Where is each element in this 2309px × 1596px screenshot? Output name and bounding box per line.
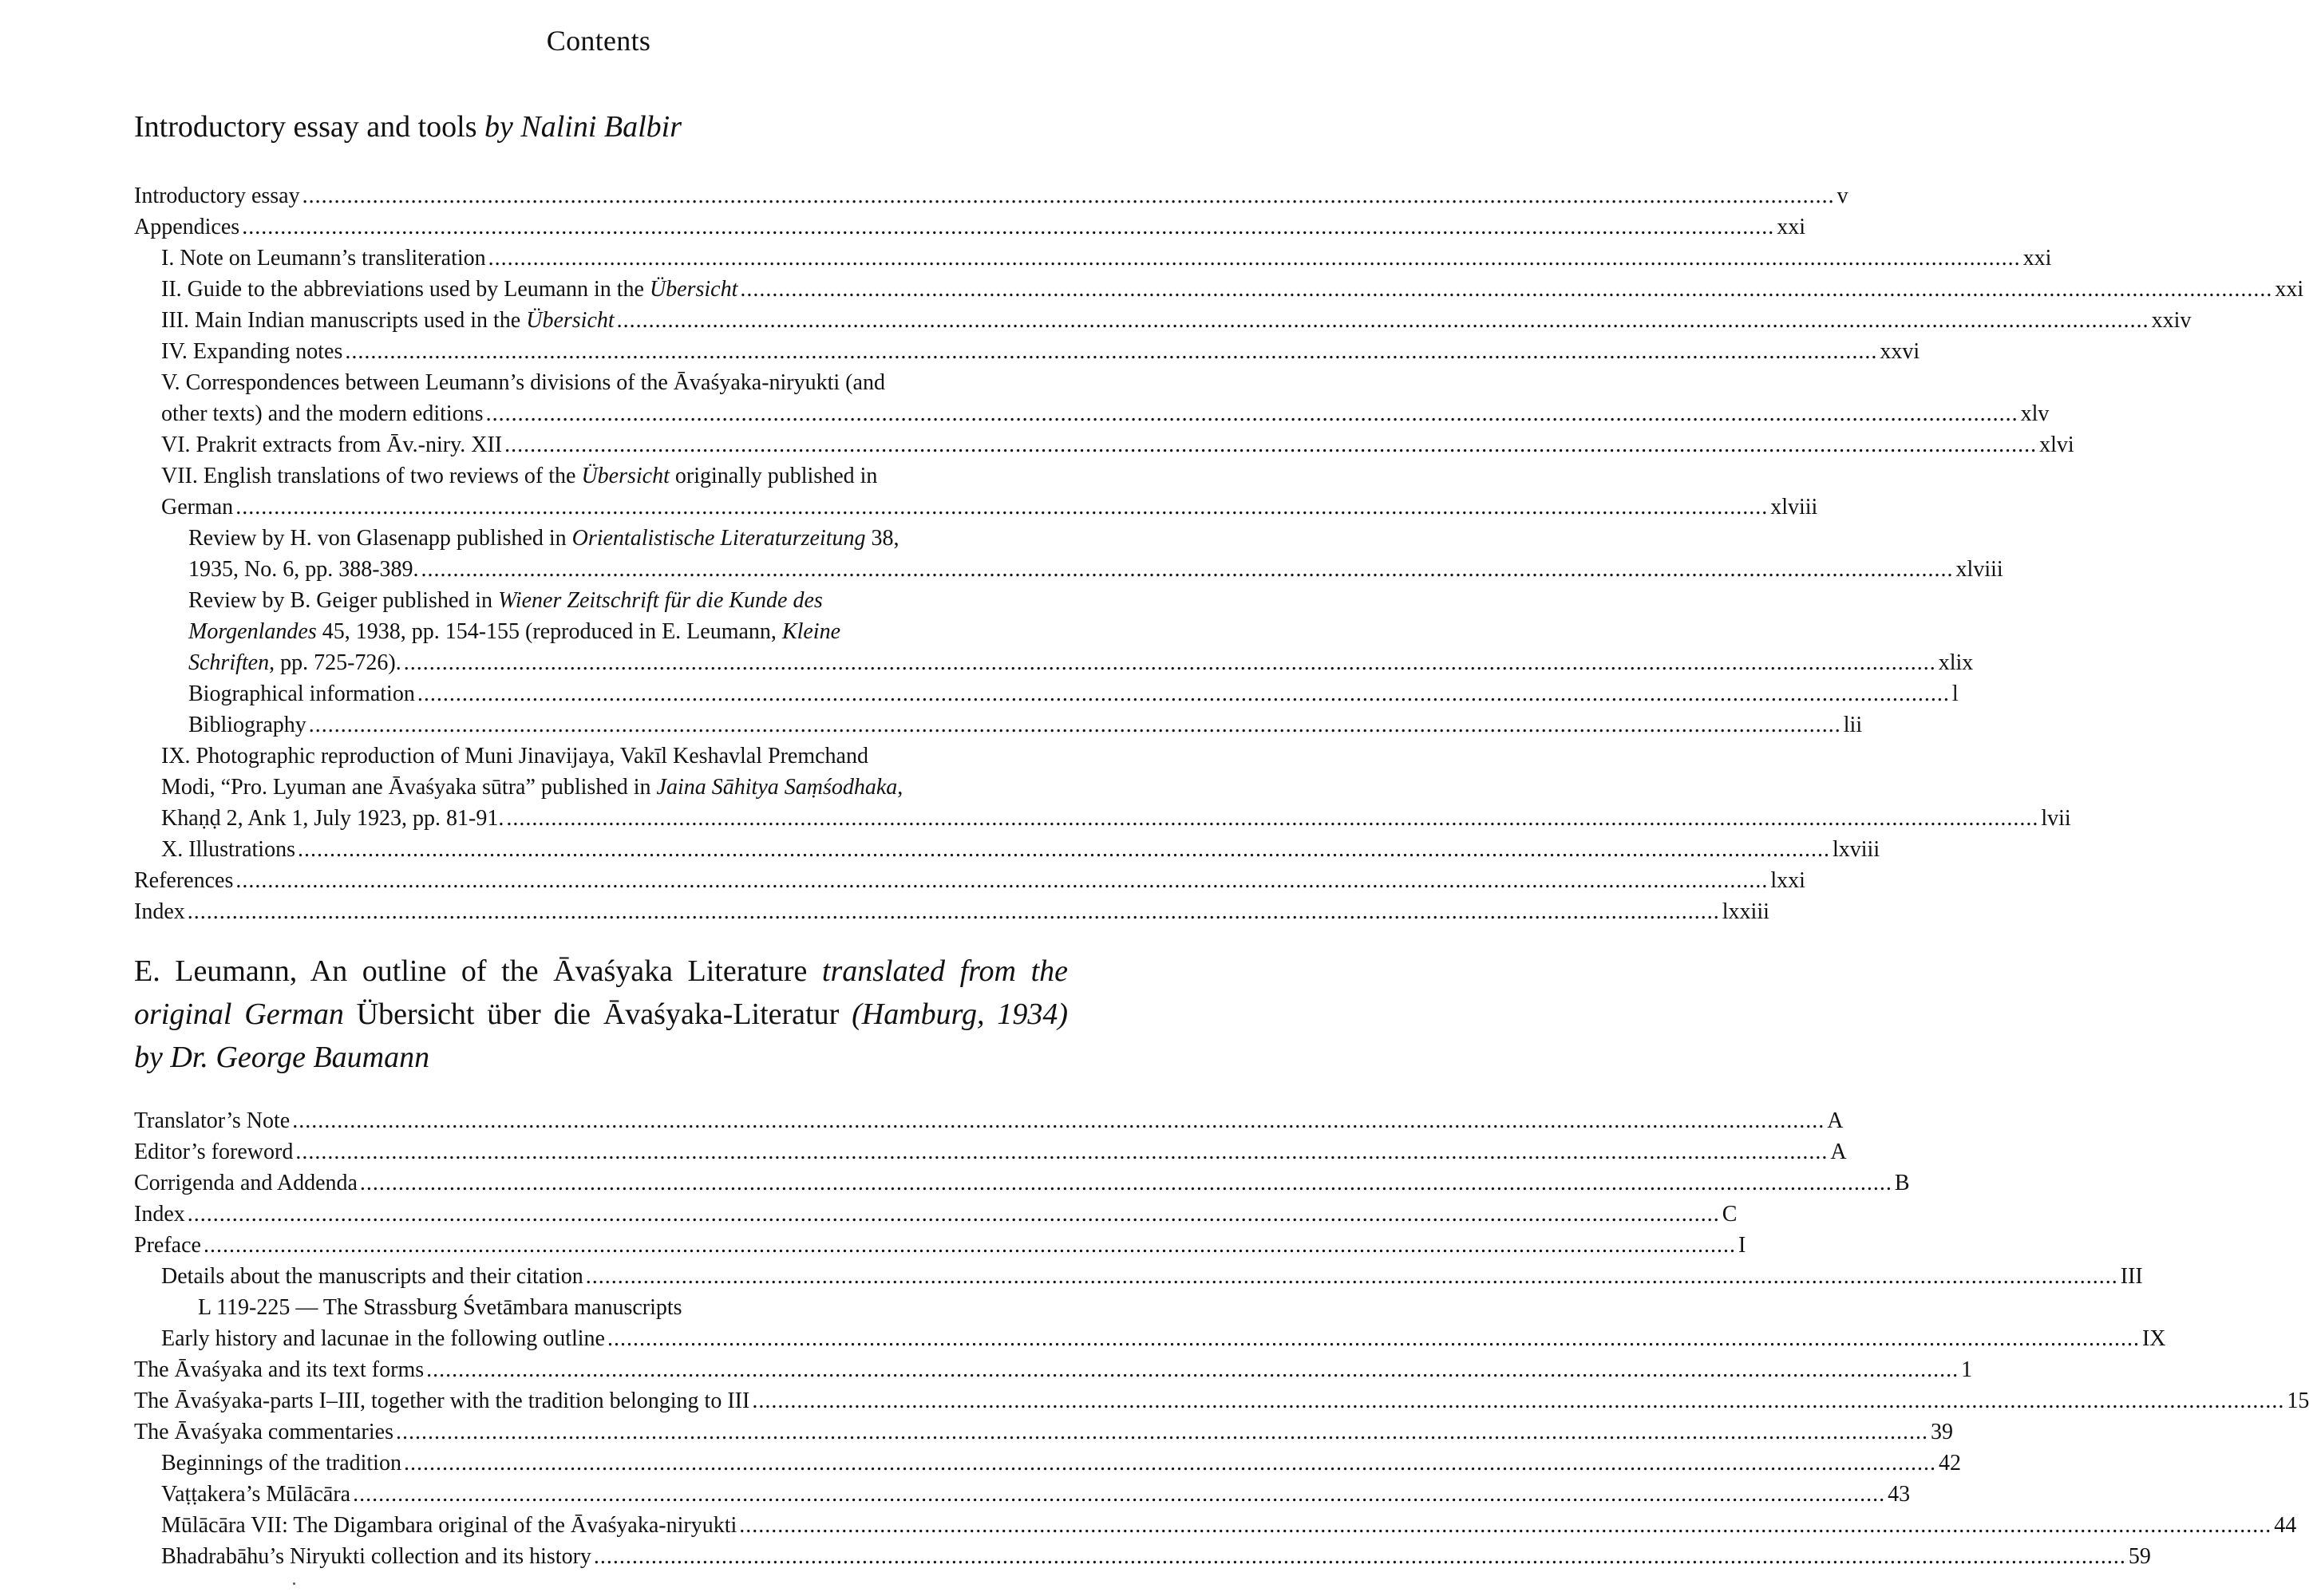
entry-page: lxxiii	[1722, 899, 1769, 924]
leader-dots	[404, 1448, 1936, 1479]
entry-page: lii	[1843, 713, 1863, 737]
toc-entry-appendix-7-line1[interactable]: VII. English translations of two reviews of the Übersicht originally published in	[161, 464, 878, 488]
leader-dots	[486, 398, 2018, 429]
leader-dots	[752, 1385, 2284, 1416]
entry-page: xlvi	[2039, 433, 2074, 457]
entry-title: German	[161, 495, 234, 519]
leader-dots	[345, 336, 1877, 367]
entry-page: C	[1722, 1202, 1738, 1227]
leader-dots	[396, 1416, 1928, 1448]
leader-dots	[302, 180, 1835, 211]
entry-page: IX	[2141, 1326, 2166, 1351]
entry-page: 44	[2274, 1513, 2297, 1538]
toc-entry-appendix-5-line1[interactable]: V. Correspondences between Leumann’s divisions of the Āvaśyaka-niryukti (and	[161, 370, 885, 395]
entry-page: lvii	[2041, 806, 2071, 831]
entry-title: III. Main Indian manuscripts used in the Übersicht	[161, 308, 615, 333]
entry-title: Index	[134, 1202, 185, 1227]
leader-dots	[188, 896, 1720, 927]
entry-page: xlviii	[1770, 495, 1818, 519]
entry-title: Mūlācāra VII: The Digambara original of the Āvaśyaka-niryukti	[161, 1513, 737, 1538]
entry-title: Bhadrabāhu’s Niryukti collection and its history	[161, 1544, 591, 1569]
entry-page: 43	[1888, 1482, 1911, 1507]
entry-page: 15	[2287, 1389, 2309, 1413]
leader-dots	[739, 1510, 2271, 1541]
toc-entry-index-2[interactable]	[134, 1199, 1738, 1230]
entry-title: The Āvaśyaka commentaries	[134, 1420, 393, 1444]
toc-entry-mulacara-vii[interactable]	[134, 1510, 2297, 1541]
leader-dots	[309, 709, 1841, 741]
entry-page: v	[1837, 184, 1848, 208]
section-heading-outline	[134, 950, 1068, 1079]
entry-page: xlviii	[1955, 557, 2003, 582]
entry-title: Beginnings of the tradition	[161, 1451, 401, 1476]
entry-title: VI. Prakrit extracts from Āv.-niry. XII	[161, 433, 503, 457]
entry-page: xxvi	[1880, 339, 1920, 364]
entry-title: Corrigenda and Addenda	[134, 1171, 358, 1195]
toc-entry-avasyaka-parts[interactable]	[134, 1385, 2309, 1416]
toc-entry-corrigenda[interactable]	[134, 1167, 1910, 1199]
toc-entry-bibliography[interactable]	[134, 709, 1863, 741]
toc-entry-translators-note[interactable]	[134, 1105, 1844, 1136]
entry-title: 1935, No. 6, pp. 388-389.	[188, 557, 419, 582]
toc-entry-appendix-9-line2[interactable]: Modi, “Pro. Lyuman ane Āvaśyaka sūtra” published in Jaina Sāhitya Saṃśodhaka,	[161, 775, 903, 800]
toc-entry-biographical[interactable]	[134, 678, 1959, 709]
entry-page: 59	[2128, 1544, 2151, 1569]
toc-entry-appendices[interactable]	[134, 211, 1805, 243]
toc-entry-appendix-1[interactable]	[134, 243, 2052, 274]
toc-entry-preface[interactable]	[134, 1230, 1746, 1261]
toc-introductory	[134, 180, 2304, 927]
toc-entry-vattakera[interactable]	[134, 1479, 1911, 1510]
entry-page: A	[1827, 1108, 1844, 1133]
entry-title: References	[134, 868, 234, 893]
heading-author: by Nalini Balbir	[484, 110, 682, 144]
entry-title: The Āvaśyaka-parts I–III, together with the tradition belonging to III	[134, 1389, 750, 1413]
entry-title: The Āvaśyaka and its text forms	[134, 1357, 425, 1382]
toc-entry-strassburg[interactable]: L 119-225 — The Strassburg Śvetāmbara manuscripts	[198, 1295, 682, 1320]
leader-dots	[295, 1136, 1828, 1167]
leader-dots	[586, 1261, 2118, 1292]
toc-entry-avasyaka-text-forms[interactable]	[134, 1354, 1973, 1385]
leader-dots	[421, 554, 1954, 585]
toc-entry-review-geiger[interactable]	[134, 647, 1974, 678]
entry-page: xxiv	[2151, 308, 2192, 333]
leader-dots	[504, 429, 2037, 460]
entry-page: l	[1951, 681, 1959, 706]
toc-entry-details-manuscripts[interactable]	[134, 1261, 2143, 1292]
toc-entry-beginnings[interactable]	[134, 1448, 1961, 1479]
entry-title: Editor’s foreword	[134, 1140, 294, 1164]
entry-page: xxi	[2022, 246, 2052, 271]
entry-title: X. Illustrations	[161, 837, 295, 862]
toc-entry-appendix-7[interactable]	[134, 492, 1818, 523]
heading-part-2: translated from the original German	[134, 954, 1068, 1031]
entry-page: 1	[1961, 1357, 1973, 1382]
entry-title: II. Guide to the abbreviations used by Leumann in the Übersicht	[161, 277, 738, 302]
entry-title: Biographical information	[188, 681, 415, 706]
heading-part-1: E. Leumann, An outline of the Āvaśyaka Literature	[134, 954, 822, 988]
leader-dots	[607, 1323, 2140, 1354]
leader-dots	[740, 274, 2272, 305]
heading-main: Introductory essay and tools	[134, 110, 485, 144]
leader-dots	[298, 834, 1830, 865]
leader-dots	[204, 1230, 1736, 1261]
leader-dots	[235, 492, 1768, 523]
entry-title: I. Note on Leumann’s transliteration	[161, 246, 486, 271]
entry-title: Details about the manuscripts and their citation	[161, 1264, 583, 1289]
toc-entry-editors-foreword[interactable]	[134, 1136, 1847, 1167]
toc-entry-review-geiger-line2[interactable]: Morgenlandes 45, 1938, pp. 154-155 (reproduced in E. Leumann, Kleine	[188, 619, 841, 644]
entry-title: Schriften, pp. 725-726).	[188, 650, 401, 675]
section-heading-introductory	[134, 105, 1068, 148]
entry-page: xxi	[1777, 215, 1805, 239]
entry-title: Appendices	[134, 215, 240, 239]
entry-title: Vaṭṭakera’s Mūlācāra	[161, 1482, 351, 1507]
toc-entry-appendix-3[interactable]	[134, 305, 2192, 336]
toc-entry-review-glasenapp-line1[interactable]: Review by H. von Glasenapp published in Orientalistische Literaturzeitung 38,	[188, 526, 899, 551]
toc-entry-references[interactable]	[134, 865, 1805, 896]
toc-entry-appendix-9-line1[interactable]: IX. Photographic reproduction of Muni Jinavijaya, Vakīl Keshavlal Premchand	[161, 744, 868, 768]
leader-dots	[360, 1167, 1892, 1199]
leader-dots	[594, 1541, 2126, 1572]
entry-page: xlix	[1938, 650, 1974, 675]
entry-page: xlv	[2020, 401, 2050, 426]
page-title: Contents	[546, 25, 651, 57]
entry-page: 39	[1930, 1420, 1953, 1444]
leader-dots	[188, 1199, 1720, 1230]
leader-dots	[417, 678, 1950, 709]
toc-entry-appendix-6[interactable]	[134, 429, 2074, 460]
toc-entry-appendix-4[interactable]	[134, 336, 1920, 367]
toc-entry-bhadrabahu[interactable]	[134, 1541, 2151, 1572]
entry-title: Preface	[134, 1233, 201, 1258]
entry-page: lxxi	[1770, 868, 1805, 893]
leader-dots	[617, 305, 2149, 336]
toc-entry-review-geiger-line1[interactable]: Review by B. Geiger published in Wiener Zeitschrift für die Kunde des	[188, 588, 823, 613]
entry-title: Translator’s Note	[134, 1108, 291, 1133]
entry-title: other texts) and the modern editions	[161, 401, 484, 426]
leader-dots	[235, 865, 1768, 896]
toc-entry-review-glasenapp[interactable]	[134, 554, 2003, 585]
toc-entry-appendix-9[interactable]	[134, 803, 2071, 834]
toc-entry-avasyaka-commentaries[interactable]	[134, 1416, 1953, 1448]
entry-title: Khaṇḍ 2, Ank 1, July 1923, pp. 81-91.	[161, 806, 504, 831]
toc-entry-introductory-essay[interactable]	[134, 180, 1848, 211]
entry-page: lxviii	[1833, 837, 1880, 862]
leader-dots	[242, 211, 1774, 243]
toc-entry-appendix-2[interactable]	[134, 274, 2304, 305]
entry-page: 42	[1938, 1451, 1961, 1476]
leader-dots	[353, 1479, 1885, 1510]
leader-dots	[292, 1105, 1825, 1136]
toc-outline	[134, 1105, 2309, 1572]
entry-title: Introductory essay	[134, 184, 300, 208]
toc-entry-index[interactable]	[134, 896, 1769, 927]
entry-title: IV. Expanding notes	[161, 339, 343, 364]
toc-entry-appendix-5[interactable]	[134, 398, 2050, 429]
leader-dots	[506, 803, 2038, 834]
entry-page: I	[1738, 1233, 1746, 1258]
entry-page: xxi	[2275, 277, 2304, 302]
toc-entry-early-history[interactable]	[134, 1323, 2166, 1354]
heading-part-3: Übersicht über die Āvaśyaka-Literatur	[343, 998, 852, 1031]
leader-dots	[404, 647, 1936, 678]
entry-page: B	[1894, 1171, 1910, 1195]
entry-page: A	[1830, 1140, 1847, 1164]
stray-mark	[293, 1582, 295, 1585]
entry-title: Bibliography	[188, 713, 306, 737]
toc-entry-appendix-10[interactable]	[134, 834, 1880, 865]
entry-title: Index	[134, 899, 185, 924]
entry-page: III	[2120, 1264, 2143, 1289]
heading-part-4: (Hamburg, 1934) by Dr. George Baumann	[134, 998, 1068, 1074]
entry-title: Early history and lacunae in the following outline	[161, 1326, 605, 1351]
leader-dots	[426, 1354, 1959, 1385]
leader-dots	[488, 243, 2021, 274]
